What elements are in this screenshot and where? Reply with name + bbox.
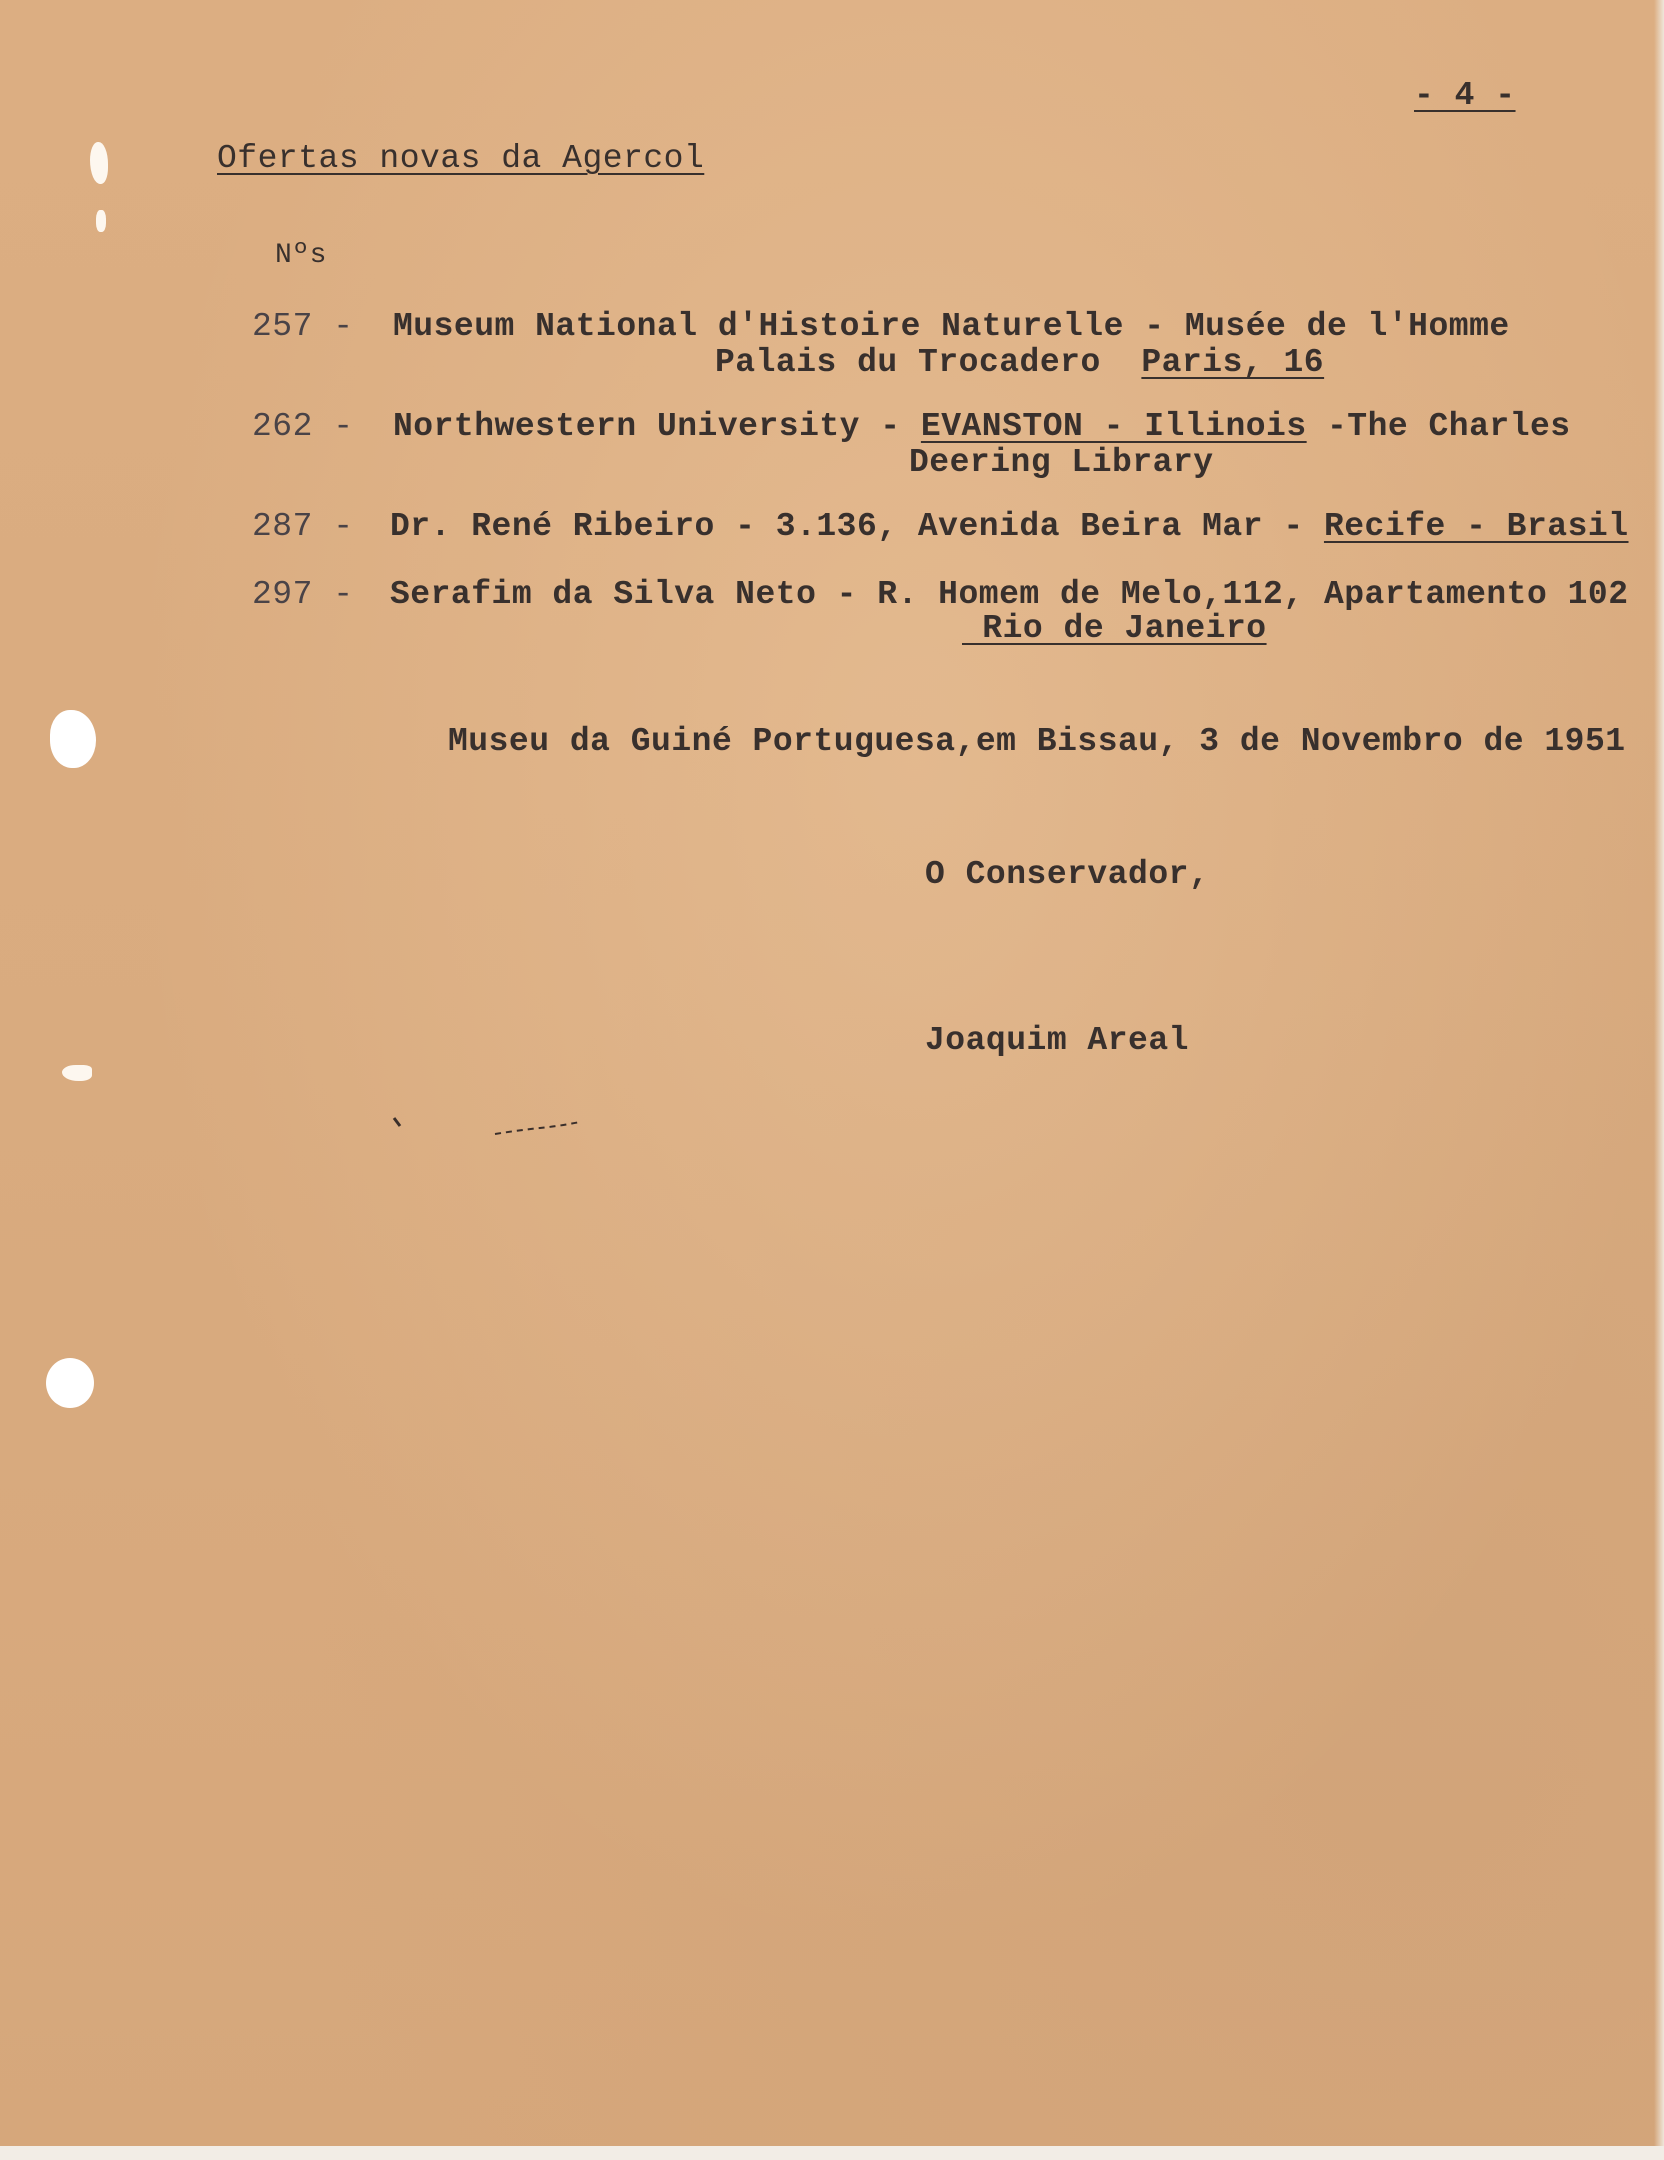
entry-number-value: 262 <box>252 408 313 445</box>
entry-text: Dr. René Ribeiro - 3.136, Avenida Beira Mar - <box>390 508 1324 545</box>
page-title: Ofertas novas da Agercol <box>217 140 705 177</box>
column-header-numbers: Nºs <box>275 240 327 271</box>
entry-number <box>252 509 354 545</box>
entry-address-line: Deering Library <box>909 444 1214 481</box>
punch-hole-top <box>50 710 96 768</box>
scan-bottom-edge <box>0 2146 1664 2160</box>
entry-number-value: 297 <box>252 576 313 613</box>
entry-number-value: 257 <box>252 308 313 345</box>
entry-number-value: 287 <box>252 508 313 545</box>
signatory-name: Joaquim Areal <box>925 1022 1189 1059</box>
entry-number <box>252 577 354 613</box>
paper-right-edge <box>1654 0 1664 2160</box>
punch-hole-bottom <box>46 1358 94 1408</box>
place-date-line: Museu da Guiné Portuguesa,em Bissau, 3 de Novembro de 1951 <box>448 723 1626 760</box>
entry-text: Palais du Trocadero <box>715 344 1142 381</box>
entry-address-line <box>393 409 1571 445</box>
entry-dash: - <box>333 508 354 545</box>
entry-dash: - <box>333 408 354 445</box>
entry-city: Paris, 16 <box>1141 344 1325 381</box>
entry-address-line <box>390 509 1629 545</box>
entry-dash: - <box>333 308 354 345</box>
entry-city: Rio de Janeiro <box>962 610 1267 647</box>
entry-text: Northwestern University - <box>393 408 921 445</box>
entry-number <box>252 309 354 345</box>
entry-address-line: Serafim da Silva Neto - R. Homem de Melo,112, Apartamento 102 <box>390 576 1629 613</box>
paper-tear-top <box>90 142 108 184</box>
paper-tear-middle <box>62 1065 92 1081</box>
closing-line: O Conservador, <box>925 856 1210 893</box>
entry-dash: - <box>333 576 354 613</box>
entry-city: EVANSTON - Illinois <box>920 408 1307 445</box>
ink-smudge-mark <box>390 1112 600 1142</box>
paper-tear-small <box>96 210 106 232</box>
entry-text: -The Charles <box>1306 408 1571 445</box>
entry-address-line: Museum National d'Histoire Naturelle - Musée de l'Homme <box>393 308 1510 345</box>
entry-city: Recife - Brasil <box>1323 508 1629 545</box>
entry-number <box>252 409 354 445</box>
page-number: - 4 - <box>1414 77 1516 114</box>
entry-address-line <box>715 345 1324 381</box>
